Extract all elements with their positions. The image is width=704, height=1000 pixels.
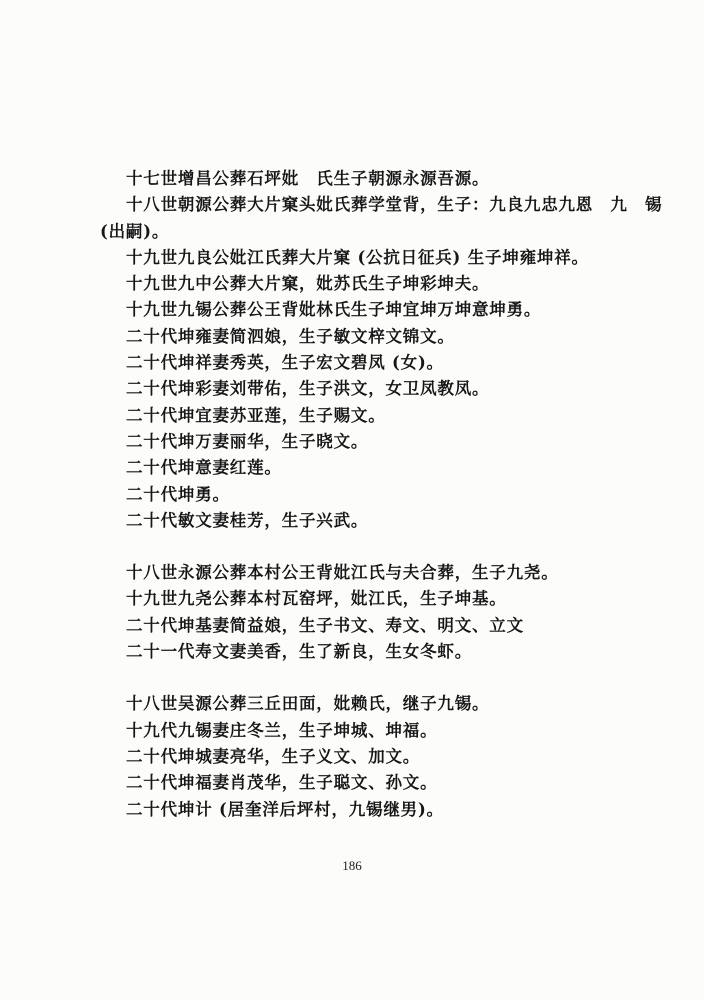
text-line: 十九代九锡妻庄冬兰，生子坤城、坤福。: [126, 720, 438, 740]
paragraph-gap: [100, 534, 620, 560]
paragraph: [100, 560, 620, 665]
text-line: 二十代坤宜妻苏亚莲，生子赐文。: [126, 405, 386, 425]
text-line: 二十代坤雍妻简泗娘，生子敏文梓文锦文。: [126, 326, 455, 346]
text-line: 十八世朝源公葬大片窠头妣氏葬学堂背，生子：九良九忠九恩 九 锡: [126, 195, 663, 215]
text-line: 十九世九锡公葬公王背妣林氏生子坤宜坤万坤意坤勇。: [126, 300, 542, 320]
text-line: 二十代坤福妻肖茂华，生子聪文、孙文。: [126, 773, 438, 793]
paragraph: [100, 691, 620, 822]
text-line: 二十代坤基妻简益娘，生子书文、寿文、明文、立文: [126, 615, 524, 635]
text-line: 十七世增昌公葬石坪妣 氏生子朝源永源吾源。: [126, 169, 490, 188]
text-line: 二十代坤城妻亮华，生子义文、加文。: [126, 746, 421, 766]
text-line: 二十代坤祥妻秀英，生子宏文碧凤 (女)。: [126, 353, 444, 373]
text-line: 十八世永源公葬本村公王背妣江氏与夫合葬，生子九尧。: [126, 563, 559, 583]
text-line: 十九世九良公妣江氏葬大片窠 (公抗日征兵) 生子坤雍坤祥。: [126, 247, 589, 267]
text-line: 十九世九尧公葬本村瓦窑坪，妣江氏，生子坤基。: [126, 589, 507, 609]
text-line: 二十代坤计 (居奎洋后坪村，九锡继男)。: [126, 799, 444, 819]
text-line: 二十代坤勇。: [126, 484, 230, 504]
text-line: 十八世吴源公葬三丘田面，妣赖氏，继子九锡。: [126, 694, 490, 714]
text-line: 二十代敏文妻桂芳，生子兴武。: [126, 510, 369, 530]
page-number: 186: [342, 858, 362, 873]
text-line: 十九世九中公葬大片窠，妣苏氏生子坤彩坤夫。: [126, 274, 490, 294]
text-line: 二十代坤意妻红莲。: [126, 458, 282, 478]
text-line: 二十代坤彩妻刘带佑，生子洪文，女卫凤教凤。: [126, 379, 490, 399]
paragraph: [100, 166, 663, 534]
text-line: 二十一代寿文妻美香，生了新良，生女冬虾。: [126, 642, 472, 662]
text-line: (出嗣)。: [100, 221, 170, 241]
text-line: 二十代坤万妻丽华，生子晓文。: [126, 431, 369, 451]
genealogy-text: [100, 166, 663, 823]
paragraph-gap: [100, 665, 620, 691]
